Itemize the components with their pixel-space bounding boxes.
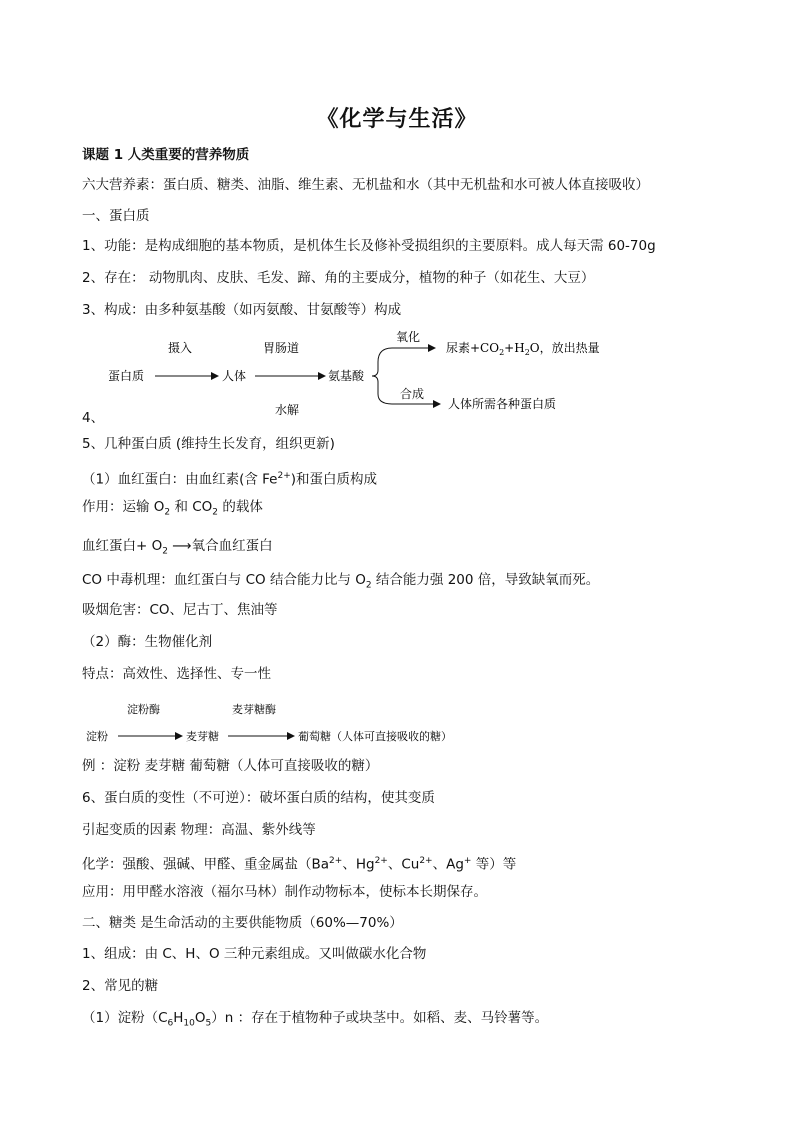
protein-node: 蛋白质 — [108, 369, 145, 383]
eq-sub: 2 — [162, 546, 168, 557]
glucose-node: 葡萄糖（人体可直接吸收的糖） — [298, 730, 452, 743]
starch-c: O — [194, 1010, 206, 1026]
hb-text-b: )和蛋白质构成 — [290, 471, 378, 488]
product-c: O，放出热量 — [529, 341, 600, 355]
hemoglobin-use — [82, 497, 263, 523]
starch-s1: 6 — [167, 1018, 174, 1029]
co-b: 结合能力强 200 倍，导致缺氧而死。 — [371, 572, 600, 588]
ingest-label: 摄入 — [168, 341, 193, 355]
proteins-needed-node: 人体所需各种蛋白质 — [448, 397, 557, 411]
hemoglobin-line — [82, 466, 377, 490]
starch-b: H — [173, 1010, 184, 1026]
synthesis-label: 合成 — [400, 387, 425, 401]
section-protein-heading: 一、蛋白质 — [82, 208, 150, 224]
cu-charge: 2+ — [419, 856, 433, 866]
product-s1: 2 — [499, 348, 505, 357]
smoking-harm: 吸烟危害：CO、尼古丁、焦油等 — [82, 602, 278, 618]
gut-label: 胃肠道 — [263, 341, 300, 355]
chem-e: 等）等 — [471, 856, 517, 873]
chem-c: 、Cu — [387, 856, 420, 873]
hb-text-a: （1）血红蛋白：由血红素(含 Fe — [82, 471, 278, 488]
use-a: 作用：运输 O — [82, 499, 165, 515]
branch-brace — [372, 348, 392, 404]
protein-function: 1、功能：是构成细胞的基本物质，是机体生长及修补受损组织的主要原料。成人每天需 60-70g — [82, 238, 656, 254]
product-a: 尿素+CO — [446, 341, 500, 355]
denaturation-chemical — [82, 851, 516, 875]
starch-s3: 5 — [205, 1018, 212, 1029]
enzyme-features: 特点：高效性、选择性、专一性 — [82, 666, 271, 682]
starch-digestion-diagram — [82, 700, 502, 750]
maltose-node: 麦芽糖 — [186, 730, 219, 743]
common-sugars: 2、常见的糖 — [82, 978, 159, 994]
hydrolysis-label: 水解 — [275, 403, 300, 417]
formalin-application: 应用：用甲醛水溶液（福尔马林）制作动物标本，使标本长期保存。 — [82, 884, 487, 900]
use-sub1: 2 — [164, 507, 171, 518]
protein-types: 5、几种蛋白质 (维持生长发育，组织更新) — [82, 436, 335, 452]
use-sub2: 2 — [212, 507, 219, 518]
co-poisoning — [82, 570, 599, 596]
nutrients-line: 六大营养素：蛋白质、糖类、油脂、维生素、无机盐和水（其中无机盐和水可被人体直接吸收） — [82, 177, 649, 193]
ba-charge: 2+ — [329, 856, 343, 866]
hg-charge: 2+ — [374, 856, 388, 866]
co-sub: 2 — [365, 580, 372, 591]
ag-charge: + — [463, 856, 472, 866]
use-b: 和 CO — [170, 499, 213, 515]
eq-b: ⟶氧合血红蛋白 — [167, 538, 273, 554]
co-a: CO 中毒机理：血红蛋白与 CO 结合能力比与 O — [82, 572, 366, 588]
starch-node: 淀粉 — [86, 730, 108, 743]
starch-s2: 10 — [183, 1018, 195, 1029]
enzyme-line: （2）酶：生物催化剂 — [82, 634, 213, 650]
protein-composition: 3、构成：由多种氨基酸（如丙氨酸、甘氨酸等）构成 — [82, 302, 402, 318]
section-sugar-heading: 二、糖类 是生命活动的主要供能物质（60%—70%） — [82, 915, 403, 931]
item-4: 4、 — [82, 410, 105, 426]
starch-d: ）n ：存在于植物种子或块茎中。如稻、麦、马铃薯等。 — [211, 1010, 549, 1026]
maltase-label: 麦芽糖酶 — [232, 703, 276, 716]
protein-existence: 2、存在： 动物肌肉、皮肤、毛发、蹄、角的主要成分，植物的种子（如花生、大豆） — [82, 270, 595, 286]
product-s2: 2 — [524, 348, 530, 357]
enzyme-example: 例 ：淀粉 麦芽糖 葡萄糖（人体可直接吸收的糖） — [82, 758, 379, 774]
eq-a: 血红蛋白+ O — [82, 538, 163, 554]
protein-metabolism-diagram — [100, 328, 620, 423]
oxidation-product — [446, 340, 600, 357]
amino-node: 氨基酸 — [328, 369, 365, 383]
page-title: 《化学与生活》 — [316, 106, 478, 132]
oxidation-label: 氧化 — [396, 330, 421, 344]
chem-a: 化学：强酸、强碱、甲醛、重金属盐（Ba — [82, 856, 330, 873]
sugar-composition: 1、组成：由 C、H、O 三种元素组成。又叫做碳水化合物 — [82, 946, 427, 962]
use-c: 的载体 — [218, 499, 263, 515]
chem-b: 、Hg — [342, 856, 375, 873]
amylase-label: 淀粉酶 — [127, 703, 160, 716]
lesson-heading: 课题 1 人类重要的营养物质 — [82, 147, 250, 163]
product-b: +H — [504, 341, 525, 355]
chem-d: 、Ag — [432, 856, 464, 873]
starch-line — [82, 1008, 548, 1034]
fe-ion-charge: 2+ — [277, 471, 291, 481]
starch-a: （1）淀粉（C — [82, 1010, 168, 1026]
body-node: 人体 — [222, 369, 247, 383]
oxyhemoglobin-equation — [82, 536, 273, 562]
denaturation-physical: 引起变质的因素 物理：高温、紫外线等 — [82, 822, 316, 838]
protein-denaturation: 6、蛋白质的变性（不可逆）：破坏蛋白质的结构，使其变质 — [82, 790, 435, 806]
